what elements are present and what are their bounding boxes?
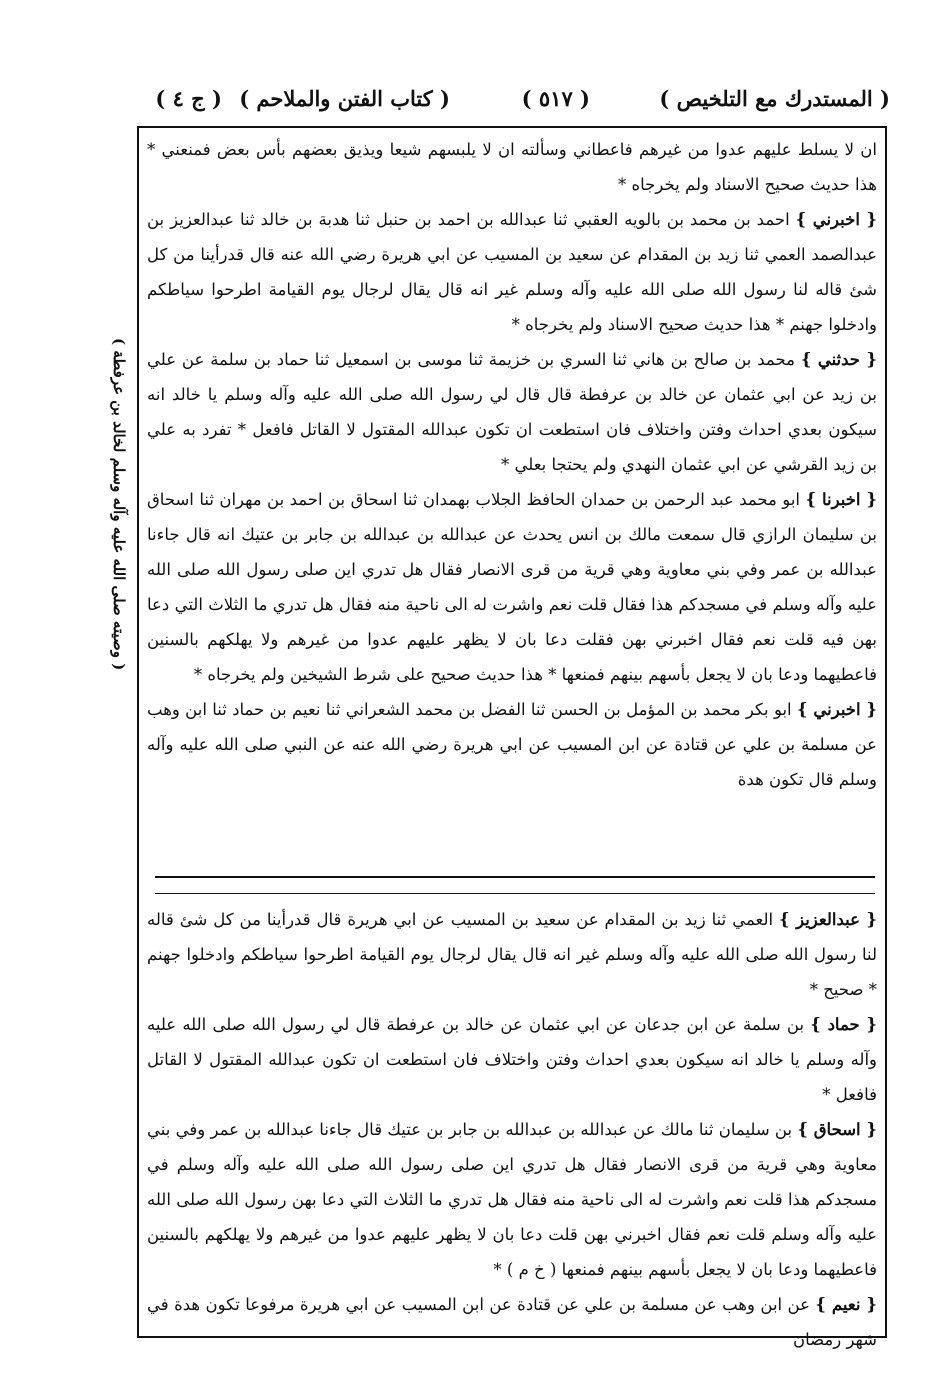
page-number: ( ٥١٧ ) [521, 86, 590, 111]
section-divider [155, 893, 875, 894]
paragraph-marker: { حدثني } [800, 350, 877, 369]
paragraph-marker: { حماد } [810, 1015, 878, 1034]
main-text [147, 132, 877, 867]
paragraph-text: ابو بكر محمد بن المؤمل بن الحسن ثنا الفضل بن محمد الشعراني ثنا نعيم بن حماد ثنا ابن وهب عن مسلمة بن علي عن قتادة عن ابن المسيب عن ابي هريرة رضي الله عنه عن النبي صلى الله عليه وآله وسلم قال تكون هدة [147, 700, 877, 789]
summary-paragraph [147, 1112, 877, 1287]
paragraph-marker: { عبدالعزيز } [779, 910, 877, 929]
paragraph-text: احمد بن محمد بن بالويه العقبي ثنا عبدالله بن احمد بن حنبل ثنا هدبة بن خالد ثنا عبدالعزيز بن عبدالصمد العمي ثنا زيد بن المقدام عن سعيد بن المسيب عن ابي هريرة رضي الله عنه قال قدرأينا من كل شئ قاله لنا رسول الله صلى الله عليه وآله وسلم غير انه قال يقال لرجال يوم القيامة اطرحوا سياطكم وادخلوا جهنم * هذا حديث صحيح الاسناد ولم يخرجاه * [147, 210, 877, 334]
paragraph-text: ان لا يسلط عليهم عدوا من غيرهم فاعطاني وسألته ان لا يلبسهم شيعا ويذيق بعضهم بأس بعض فمنعني * هذا حديث صحيح الاسناد ولم يخرجاه * [147, 140, 877, 194]
paragraph-text: العمي ثنا زيد بن المقدام عن سعيد بن المسيب عن ابي هريرة قال قدرأينا من كل شئ قاله لنا رسول الله صلى الله عليه وآله وسلم غير انه قال يقال لرجال يوم القيامة اطرحوا سياطكم وادخلوا جهنم * صحيح * [147, 910, 877, 999]
hadith-paragraph [147, 342, 877, 482]
hadith-paragraph [147, 482, 877, 692]
summary-paragraph [147, 902, 877, 1007]
paragraph-text: بن سلمة عن ابن جدعان عن ابي عثمان عن خالد بن عرفطة قال لي رسول الله صلى الله عليه وآله وسلم يا خالد انه سيكون بعدي احداث وفتن واختلاف فان استطعت ان تكون عبدالله المقتول لا القاتل فافعل * [147, 1015, 877, 1104]
paragraph-text: ابو محمد عبد الرحمن بن حمدان الحافظ الجلاب بهمدان ثنا اسحاق بن احمد بن مهران ثنا اسحاق بن سليمان الرازي قال سمعت مالك بن انس يحدث عن عبدالله بن عبدالله بن جابر بن عتيك انه قال جاءنا عبدالله بن عمر وفي بني معاوية وهي قرية من قرى الانصار فقال هل تدري اين صلى رسول الله صلى الله عليه وآله وسلم في مسجدكم هذا فقال قلت نعم واشرت له الى ناحية منه فقال هل تدري ما الثلاث التي دعا بهن فيه قلت نعم فقال اخبرني بهن فقلت دعا بان لا يظهر عليهم عدوا من غيرهم ولا يهلكهم بالسنين فاعطيهما ودعا بان لا يجعل بأسهم بينهم فمنعها * هذا حديث صحيح على شرط الشيخين ولم يخرجاه * [147, 490, 877, 684]
paragraph-marker: { اخبرنا } [805, 490, 878, 509]
margin-note: ( وصيته صلى الله عليه وآله وسلم لخالد بن عرفطة ) [110, 337, 128, 670]
paragraph-marker: { اخبرني } [796, 700, 878, 719]
paragraph-text: بن سليمان ثنا مالك عن عبدالله بن عبدالله بن جابر بن عتيك قال جاءنا عبدالله بن عمر وفي بني معاوية وهي قرية من قرى الانصار فقال هل تدري اين صلى رسول الله صلى الله عليه وآله وسلم في مسجدكم هذا قلت نعم واشرت له الى ناحية منه فقال هل تدري ما الثلاث التي دعا بهن رسول الله صلى الله عليه وآله وسلم قلت نعم فقال اخبرني بهن قلت دعا بان لا يظهر عليهم عدوا من غيرهم ولا يهلكهم بالسنين فاعطيهما ودعا بان لا يجعل بأسهم بينهم فمنعها ( خ م ) * [147, 1120, 877, 1279]
section-divider [155, 876, 875, 878]
hadith-paragraph [147, 132, 877, 202]
paragraph-marker: { نعيم } [815, 1295, 877, 1314]
book-title: ( المستدرك مع التلخيص ) [659, 86, 890, 111]
summary-text [147, 902, 878, 1349]
paragraph-marker: { اخبرني } [795, 210, 878, 229]
volume-number: ( ج ٤ ) [155, 86, 222, 111]
hadith-paragraph [147, 692, 877, 797]
page-header [150, 86, 890, 120]
summary-paragraph [147, 1007, 877, 1112]
paragraph-marker: { اسحاق } [797, 1120, 878, 1139]
chapter-title: ( كتاب الفتن والملاحم ) [239, 86, 450, 111]
paragraph-text: عن ابن وهب عن مسلمة بن علي عن قتادة عن ابن المسيب عن ابي هريرة مرفوعا تكون هدة في شهر رمضان [147, 1295, 877, 1349]
hadith-paragraph [147, 202, 877, 342]
summary-paragraph [147, 1287, 877, 1357]
paragraph-text: محمد بن صالح بن هاني ثنا السري بن خزيمة ثنا موسى بن اسمعيل ثنا حماد بن سلمة عن علي بن زيد عن ابي عثمان عن خالد بن عرفطة قال قال لي رسول الله صلى الله عليه وآله وسلم يا خالد انه سيكون بعدي احداث وفتن واختلاف فان استطعت ان تكون عبدالله المقتول لا القاتل فافعل * تفرد به علي بن زيد القرشي عن ابي عثمان النهدي ولم يحتجا بعلي * [147, 350, 877, 474]
